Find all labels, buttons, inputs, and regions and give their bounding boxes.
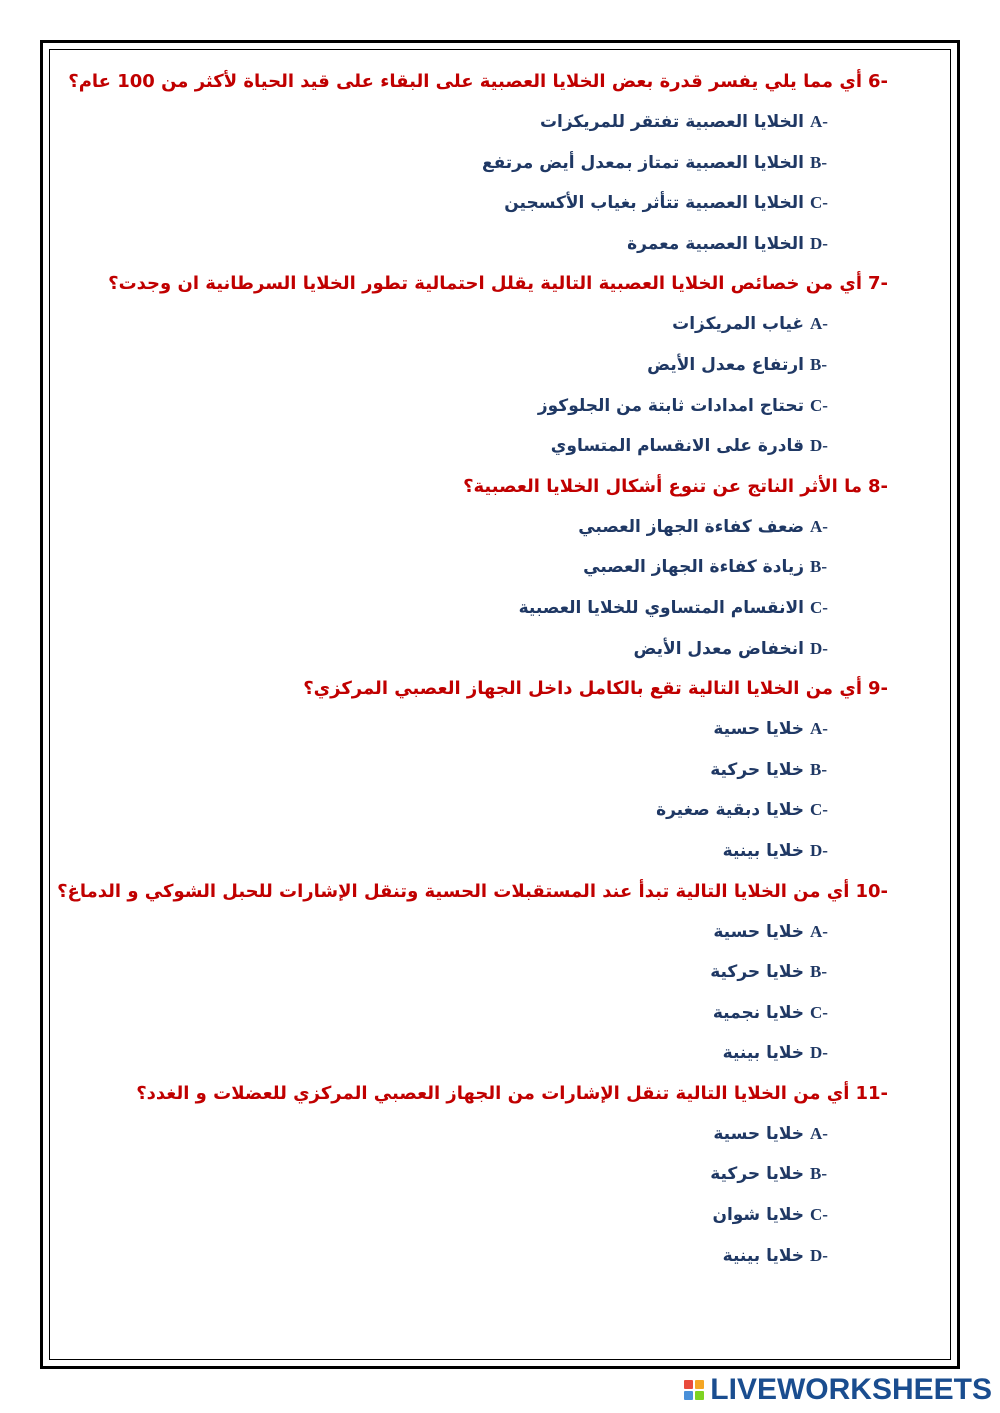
logo-square-green bbox=[695, 1391, 704, 1400]
option-letter: C- bbox=[810, 597, 828, 617]
logo-square-red bbox=[684, 1380, 693, 1389]
logo-square-blue bbox=[684, 1391, 693, 1400]
option-letter: B- bbox=[810, 354, 827, 374]
option-letter: D- bbox=[810, 840, 828, 860]
option-d[interactable] bbox=[60, 224, 888, 265]
question-label: أي من الخلايا التالية تنقل الإشارات من الجهاز العصبي المركزي للعضلات و الغدد؟ bbox=[136, 1082, 850, 1104]
option-b[interactable] bbox=[60, 750, 888, 791]
option-text: خلايا شوان bbox=[712, 1205, 804, 1226]
option-letter: A- bbox=[810, 1123, 828, 1143]
option-text: خلايا بينية bbox=[722, 1043, 804, 1064]
options-list bbox=[60, 507, 888, 669]
option-letter: C- bbox=[810, 1002, 828, 1022]
option-letter: D- bbox=[810, 436, 828, 456]
option-text: خلايا حسية bbox=[713, 1123, 804, 1144]
option-text: خلايا دبقية صغيرة bbox=[656, 800, 804, 821]
option-a[interactable] bbox=[60, 912, 888, 953]
question-number: 7- bbox=[868, 273, 888, 295]
option-c[interactable] bbox=[60, 588, 888, 629]
option-text: زيادة كفاءة الجهاز العصبي bbox=[583, 557, 804, 578]
option-letter: A- bbox=[810, 719, 828, 739]
option-b[interactable] bbox=[60, 143, 888, 184]
question-number: 9- bbox=[868, 678, 888, 700]
option-b[interactable] bbox=[60, 547, 888, 588]
option-letter: B- bbox=[810, 1164, 827, 1184]
liveworksheets-logo-icon bbox=[684, 1380, 704, 1400]
options-list bbox=[60, 912, 888, 1074]
option-letter: A- bbox=[810, 516, 828, 536]
option-text: ارتفاع معدل الأيض bbox=[647, 354, 804, 375]
option-text: قادرة على الانقسام المتساوي bbox=[550, 436, 804, 457]
question-6 bbox=[60, 62, 888, 264]
option-letter: C- bbox=[810, 395, 828, 415]
option-text: خلايا حركية bbox=[710, 962, 804, 983]
question-number: 11- bbox=[855, 1082, 888, 1104]
question-number: 8- bbox=[868, 475, 888, 497]
option-text: انخفاض معدل الأيض bbox=[633, 638, 804, 659]
question-10 bbox=[57, 872, 888, 1074]
option-c[interactable] bbox=[60, 1195, 888, 1236]
liveworksheets-brand: LIVEWORKSHEETS bbox=[710, 1373, 992, 1406]
option-a[interactable] bbox=[60, 709, 888, 750]
question-label: أي من خصائص الخلايا العصبية التالية يقلل احتمالية تطور الخلايا السرطانية ان وجدت؟ bbox=[108, 273, 862, 295]
option-text: خلايا بينية bbox=[722, 1245, 804, 1266]
option-letter: A- bbox=[810, 921, 828, 941]
question-text bbox=[57, 872, 888, 912]
option-letter: D- bbox=[810, 233, 828, 253]
option-text: خلايا حركية bbox=[710, 1164, 804, 1185]
question-9 bbox=[60, 669, 888, 871]
option-c[interactable] bbox=[60, 183, 888, 224]
question-number: 10- bbox=[855, 880, 888, 902]
option-text: خلايا حركية bbox=[710, 759, 804, 780]
options-list bbox=[60, 304, 888, 466]
options-list bbox=[60, 1114, 888, 1276]
option-d[interactable] bbox=[60, 426, 888, 467]
option-letter: B- bbox=[810, 557, 827, 577]
option-a[interactable] bbox=[60, 304, 888, 345]
option-d[interactable] bbox=[60, 1236, 888, 1277]
option-c[interactable] bbox=[60, 386, 888, 427]
liveworksheets-footer[interactable] bbox=[684, 1373, 992, 1407]
option-text: خلايا حسية bbox=[713, 921, 804, 942]
option-b[interactable] bbox=[60, 1154, 888, 1195]
option-letter: D- bbox=[810, 638, 828, 658]
question-text bbox=[60, 1074, 888, 1114]
option-text: الخلايا العصبية معمرة bbox=[627, 233, 804, 254]
question-number: 6- bbox=[868, 71, 888, 92]
options-list bbox=[60, 709, 888, 871]
logo-square-orange bbox=[695, 1380, 704, 1389]
option-text: الانقسام المتساوي للخلايا العصبية bbox=[518, 597, 804, 618]
question-11 bbox=[60, 1074, 888, 1276]
option-text: الخلايا العصبية تفتقر للمريكزات bbox=[539, 112, 804, 132]
option-letter: B- bbox=[810, 152, 827, 172]
option-letter: B- bbox=[810, 962, 827, 982]
question-label: أي من الخلايا التالية تقع بالكامل داخل الجهاز العصبي المركزي؟ bbox=[303, 678, 862, 700]
option-d[interactable] bbox=[60, 831, 888, 872]
option-a[interactable] bbox=[60, 507, 888, 548]
options-list bbox=[60, 102, 888, 264]
question-text bbox=[60, 264, 888, 304]
option-letter: C- bbox=[810, 800, 828, 820]
option-letter: C- bbox=[810, 1205, 828, 1225]
question-text bbox=[60, 467, 888, 507]
question-text bbox=[60, 669, 888, 709]
option-text: الخلايا العصبية تمتاز بمعدل أيض مرتفع bbox=[481, 152, 804, 173]
option-d[interactable] bbox=[60, 1033, 888, 1074]
option-text: غياب المريكزات bbox=[672, 314, 804, 335]
option-letter: D- bbox=[810, 1043, 828, 1063]
option-c[interactable] bbox=[60, 993, 888, 1034]
option-b[interactable] bbox=[60, 345, 888, 386]
option-letter: D- bbox=[810, 1245, 828, 1265]
option-c[interactable] bbox=[60, 790, 888, 831]
option-letter: A- bbox=[810, 314, 828, 334]
question-label: ما الأثر الناتج عن تنوع أشكال الخلايا العصبية؟ bbox=[463, 475, 862, 497]
question-text bbox=[60, 62, 888, 102]
option-letter: A- bbox=[810, 112, 828, 131]
option-letter: B- bbox=[810, 759, 827, 779]
question-7 bbox=[60, 264, 888, 466]
option-text: خلايا بينية bbox=[722, 840, 804, 861]
option-d[interactable] bbox=[60, 629, 888, 670]
question-label: أي من الخلايا التالية تبدأ عند المستقبلات الحسية وتنقل الإشارات للحبل الشوكي و الدماغ؟ bbox=[57, 880, 850, 902]
option-text: ضعف كفاءة الجهاز العصبي bbox=[578, 516, 804, 537]
option-a[interactable] bbox=[60, 102, 888, 143]
option-letter: C- bbox=[810, 193, 828, 213]
option-text: تحتاج امدادات ثابتة من الجلوكوز bbox=[537, 395, 804, 416]
option-text: خلايا حسية bbox=[713, 719, 804, 740]
option-text: الخلايا العصبية تتأثر بغياب الأكسجين bbox=[504, 193, 804, 214]
option-text: خلايا نجمية bbox=[712, 1002, 804, 1023]
option-a[interactable] bbox=[60, 1114, 888, 1155]
option-b[interactable] bbox=[60, 952, 888, 993]
question-label: أي مما يلي يفسر قدرة بعض الخلايا العصبية على البقاء على قيد الحياة لأكثر من 100 عام؟ bbox=[68, 71, 862, 92]
question-8 bbox=[60, 467, 888, 669]
worksheet-content bbox=[57, 62, 888, 1276]
